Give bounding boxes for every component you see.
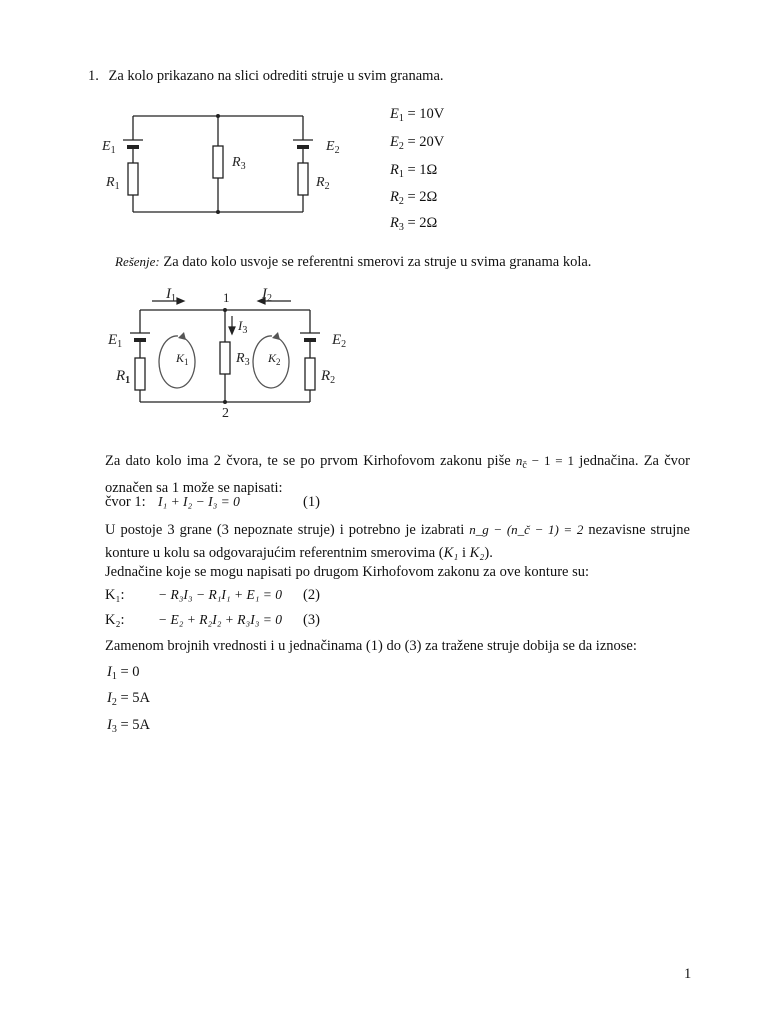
- paragraph-loops: U postoje 3 grane (3 nepoznate struje) i potrebno je izabrati n_g − (n_č − 1) = 2 nezavisne strujne konture u kolu sa odgovarajućim referentnim smerovima (K₁ i K₂).: [105, 522, 690, 561]
- c2-r3-label: $R_3$: [236, 351, 250, 368]
- c2-i3-label: $I_3$: [238, 318, 248, 336]
- result-i3: $I_3 = 5A$: [107, 717, 150, 735]
- problem-text: Za kolo prikazano na slici odrediti struje u svim granama.: [108, 68, 444, 84]
- eq1-expr: I₁ + I₂ − I₃ = 0: [158, 494, 240, 509]
- page-number: 1: [684, 966, 692, 982]
- c1-e1-label: $E_1$: [102, 139, 116, 156]
- c2-i2-label: $I_2$: [262, 286, 272, 304]
- c2-k2-label: $K_2$: [268, 351, 281, 367]
- c2-node2-label: 2: [222, 406, 229, 421]
- given-r2: $R_2 = 2\Omega$: [390, 189, 438, 207]
- c2-r1-label: $R_1$: [116, 368, 131, 386]
- c2-k1-label: $K_1$: [176, 351, 189, 367]
- c2-i1-label: $I_1$: [166, 286, 176, 304]
- eq2-number: (2): [303, 587, 320, 603]
- c2-e2-label: $E_2$: [332, 332, 347, 350]
- given-r1: $R_1 = 1\Omega$: [390, 162, 438, 180]
- result-i2: $I_2 = 5A$: [107, 690, 150, 708]
- problem-number: 1.: [88, 68, 99, 84]
- paragraph-substitution: Zamenom brojnih vrednosti i u jednačinama (1) do (3) za tražene struje dobija se da iznose:: [105, 638, 637, 654]
- c2-node1-label: 1: [223, 290, 230, 305]
- solution-text: Za dato kolo usvoje se referentni smerovi za struje u svima granama kola.: [159, 254, 592, 270]
- equation-1: [105, 494, 146, 511]
- result-i1: $I_1 = 0$: [107, 664, 140, 682]
- c2-e1-label: $E_1$: [108, 332, 123, 350]
- c1-r1-label: $R_1$: [106, 175, 120, 192]
- eq3-label: K₂:: [105, 612, 125, 628]
- eq1-number: (1): [303, 494, 320, 510]
- circuit-diagram-2: [0, 276, 768, 426]
- given-e1: $E_1 = 10V$: [390, 106, 445, 124]
- eq3-expr: − E₂ + R₂I₂ + R₃I₃ = 0: [158, 612, 283, 627]
- circuit-diagram-1: [0, 0, 768, 260]
- eq2-expr: − R₃I₃ − R₁I₁ + E₁ = 0: [158, 587, 283, 602]
- paragraph-kirchhoff-2: Jednačine koje se mogu napisati po drugom Kirhofovom zakonu za ove konture su:: [105, 564, 590, 580]
- eq1-label: čvor 1:: [105, 494, 146, 510]
- solution-intro: [115, 254, 591, 271]
- c1-r3-label: $R_3$: [232, 155, 246, 172]
- c1-e2-label: $E_2$: [326, 139, 340, 156]
- given-e2: $E_2 = 20V$: [390, 134, 445, 152]
- eq2-label: K₁:: [105, 587, 125, 603]
- paragraph-kirchhoff-1: Za dato kolo ima 2 čvora, te se po prvom Kirhofovom zakonu piše $n_č - 1 = 1$ jednačina. Za čvor označen sa 1 može se napisati:: [105, 453, 691, 496]
- c1-r2-label: $R_2$: [316, 175, 330, 192]
- eq3-number: (3): [303, 612, 320, 628]
- given-r3: $R_3 = 2\Omega$: [390, 215, 438, 233]
- c2-r2-label: $R_2$: [321, 368, 336, 386]
- solution-label: Rešenje:: [115, 254, 160, 269]
